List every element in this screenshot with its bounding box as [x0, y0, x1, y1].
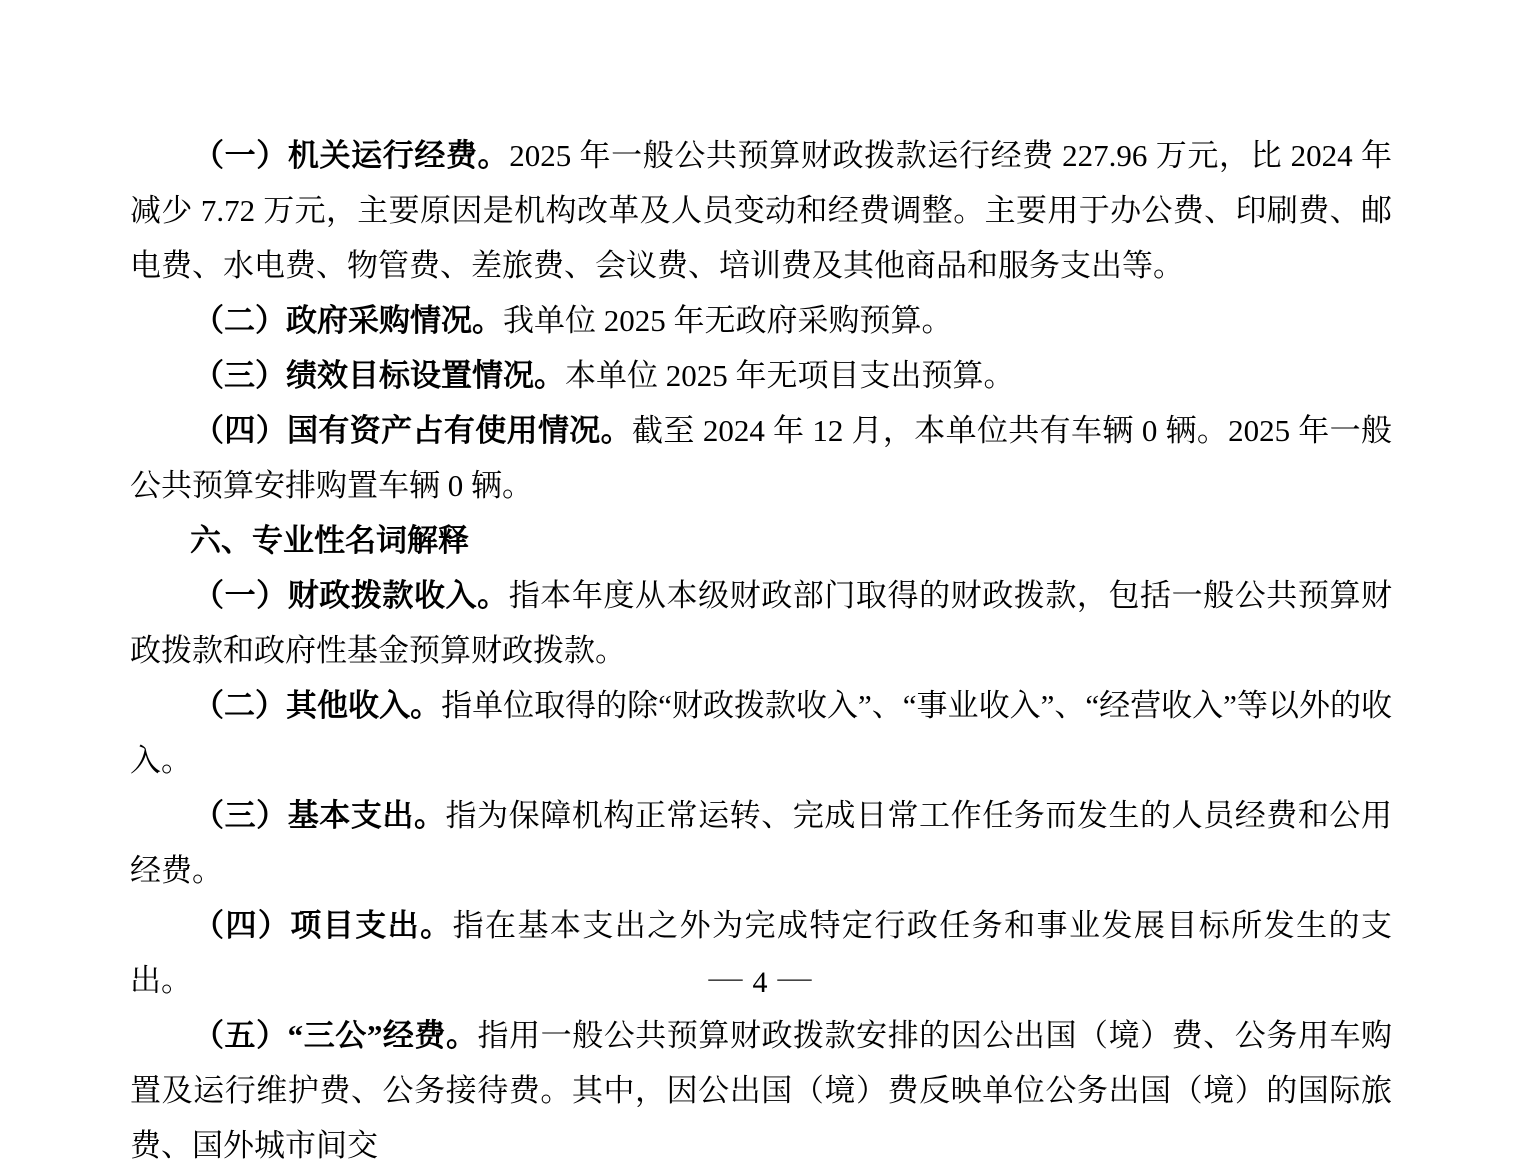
definition-three-public-funds: [130, 1008, 1392, 1173]
definition-other-income: [130, 678, 1392, 788]
definition-text: 指为保障机构正常运转、完成日常工作任务而发生的人员经费和公用经费。: [130, 798, 1393, 888]
definition-text: 指本年度从本级财政部门取得的财政拨款，包括一般公共预算财政拨款和政府性基金预算财政拨款。: [130, 578, 1393, 668]
definition-basic-expenditure: [130, 788, 1392, 898]
paragraph-performance-targets: [130, 348, 1392, 403]
definition-text: 指在基本支出之外为完成特定行政任务和事业发展目标所发生的支出。: [130, 908, 1393, 998]
definition-lead: （三）基本支出。: [193, 798, 446, 833]
paragraph-lead: （二）政府采购情况。: [193, 303, 503, 338]
definition-lead: （五）“三公”经费。: [193, 1018, 478, 1053]
page-number: 4: [752, 966, 768, 999]
paragraph-text: 我单位 2025 年无政府采购预算。: [503, 303, 953, 338]
definition-text: 指单位取得的除“财政拨款收入”、“事业收入”、“经营收入”等以外的收入。: [130, 688, 1392, 778]
section-heading-terminology: 六、专业性名词解释: [190, 523, 469, 558]
definition-lead: （一）财政拨款收入。: [193, 578, 509, 613]
paragraph-lead: （四）国有资产占有使用情况。: [193, 413, 633, 448]
page-footer: [0, 960, 1520, 1005]
paragraph-government-procurement: [130, 293, 1392, 348]
definition-lead: （二）其他收入。: [193, 688, 442, 723]
page-content: [130, 128, 1392, 1173]
footer-dash-left: —: [708, 959, 743, 996]
footer-dash-right: —: [777, 959, 812, 996]
paragraph-agency-operating-funds: [130, 128, 1392, 293]
paragraph-text: 截至 2024 年 12 月，本单位共有车辆 0 辆。2025 年一般公共预算安排购置车辆 0 辆。: [130, 413, 1393, 503]
definition-text: 指用一般公共预算财政拨款安排的因公出国（境）费、公务用车购置及运行维护费、公务接待费。其中，因公出国（境）费反映单位公务出国（境）的国际旅费、国外城市间交: [130, 1018, 1393, 1163]
paragraph-lead: （一）机关运行经费。: [193, 138, 510, 173]
definition-fiscal-appropriation-income: [130, 568, 1392, 678]
paragraph-lead: （三）绩效目标设置情况。: [193, 358, 565, 393]
paragraph-text: 2025 年一般公共预算财政拨款运行经费 227.96 万元，比 2024 年减少 7.72 万元，主要原因是机构改革及人员变动和经费调整。主要用于办公费、印刷费、邮电费、水电费、物管费、差旅费、会议费、培训费及其他商品和服务支出等。: [130, 138, 1393, 283]
paragraph-text: 本单位 2025 年无项目支出预算。: [565, 358, 1015, 393]
paragraph-state-assets: [130, 403, 1392, 513]
definition-lead: （四）项目支出。: [193, 908, 453, 943]
